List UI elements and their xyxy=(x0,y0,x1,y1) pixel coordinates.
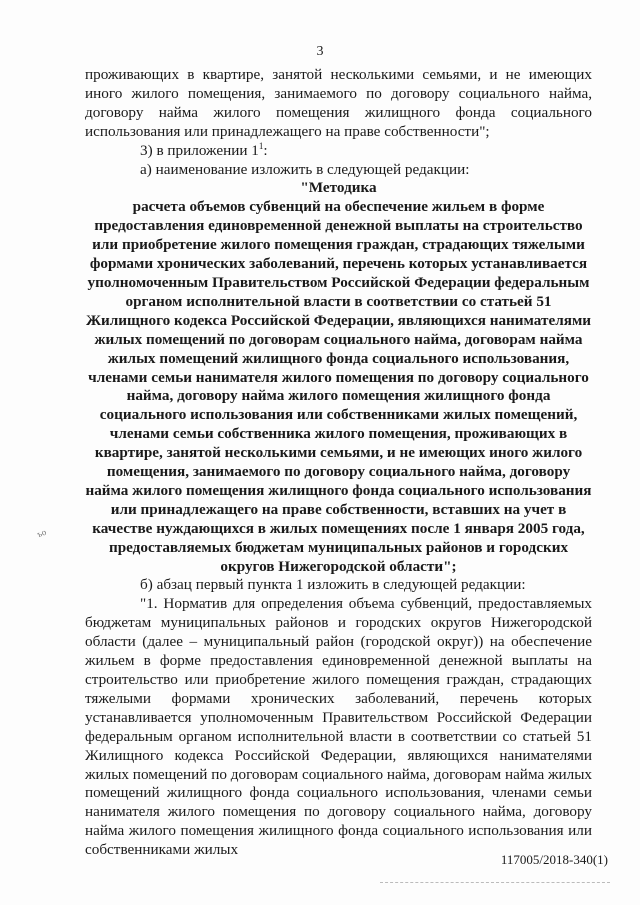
margin-mark: ъо xyxy=(35,526,48,540)
item-a: а) наименование изложить в следующей редакции: xyxy=(140,160,470,178)
paragraph-norm: "1. Норматив для определения объема субвенций, предоставляемых бюджетам муниципальных районов и городских округов Нижегородской области (далее – муниципальный район (городской округ)) на обеспечение жильем в форме предоставления единовременной денежной выплаты на строительство или приобретение жилого помещения граждан, страдающих тяжелыми формами хронических заболеваний, перечень которых устанавливается уполномоченным Правительством Российской Федерации федеральным органом исполнительной власти в соответствии со статьей 51 Жилищного кодекса Российской Федерации, являющихся нанимателями жилых помещений по договорам социального найма, договорам найма жилых помещений жилищного фонда социального использования, членами семьи нанимателя жилого помещения по договору социального найма, договору найма жилого помещения жилищного фонда социального использования или собственниками жилых xyxy=(85,595,592,859)
paragraph-continuation: проживающих в квартире, занятой несколькими семьями, и не имеющих иного жилого помещения, занимаемого по договору социального найма, договору найма жилого помещения жилищного фонда социального использования или принадлежащего на праве собственности"; xyxy=(85,66,592,140)
methodology-title-body: расчета объемов субвенций на обеспечение жильем в форме предоставления единовременной денежной выплаты на строительство или приобретение жилого помещения граждан, страдающих тяжелыми формами хронических заболеваний, перечень которых устанавливается уполномоченным Правительством Российской Федерации федеральным органом исполнительной власти в соответствии со статьей 51 Жилищного кодекса Российской Федерации, являющихся нанимателями жилых помещений по договорам социального найма, договорам найма жилых помещений жилищного фонда социального использования, членами семьи нанимателя жилого помещения по договору социального найма, договору найма жилого помещения жилищного фонда социального использования или собственниками жилых помещений, членами семьи собственника жилого помещения, проживающих в квартире, занятой несколькими семьями, и не имеющих иного жилого помещения, занимаемого по договору социального найма, договору найма жилого помещения жилищного фонда социального использования или принадлежащего на праве собственности, вставших на учет в качестве нуждающихся в жилых помещениях после 1 января 2005 года, предоставляемых бюджетам муниципальных районов и городских округов Нижегородской области"; xyxy=(85,198,592,575)
item-3-colon: : xyxy=(263,141,268,159)
document-code: 117005/2018-340(1) xyxy=(500,852,608,867)
bottom-divider xyxy=(380,882,610,883)
item-3 xyxy=(85,142,592,161)
item-3-superscript: 1 xyxy=(258,140,264,151)
document-body xyxy=(85,66,592,860)
methodology-title-head: "Методика xyxy=(300,179,377,197)
page-number: 3 xyxy=(316,44,324,59)
item-3-text: 3) в приложении 1 xyxy=(140,141,259,159)
item-b: б) абзац первый пункта 1 изложить в следующей редакции: xyxy=(140,576,526,594)
